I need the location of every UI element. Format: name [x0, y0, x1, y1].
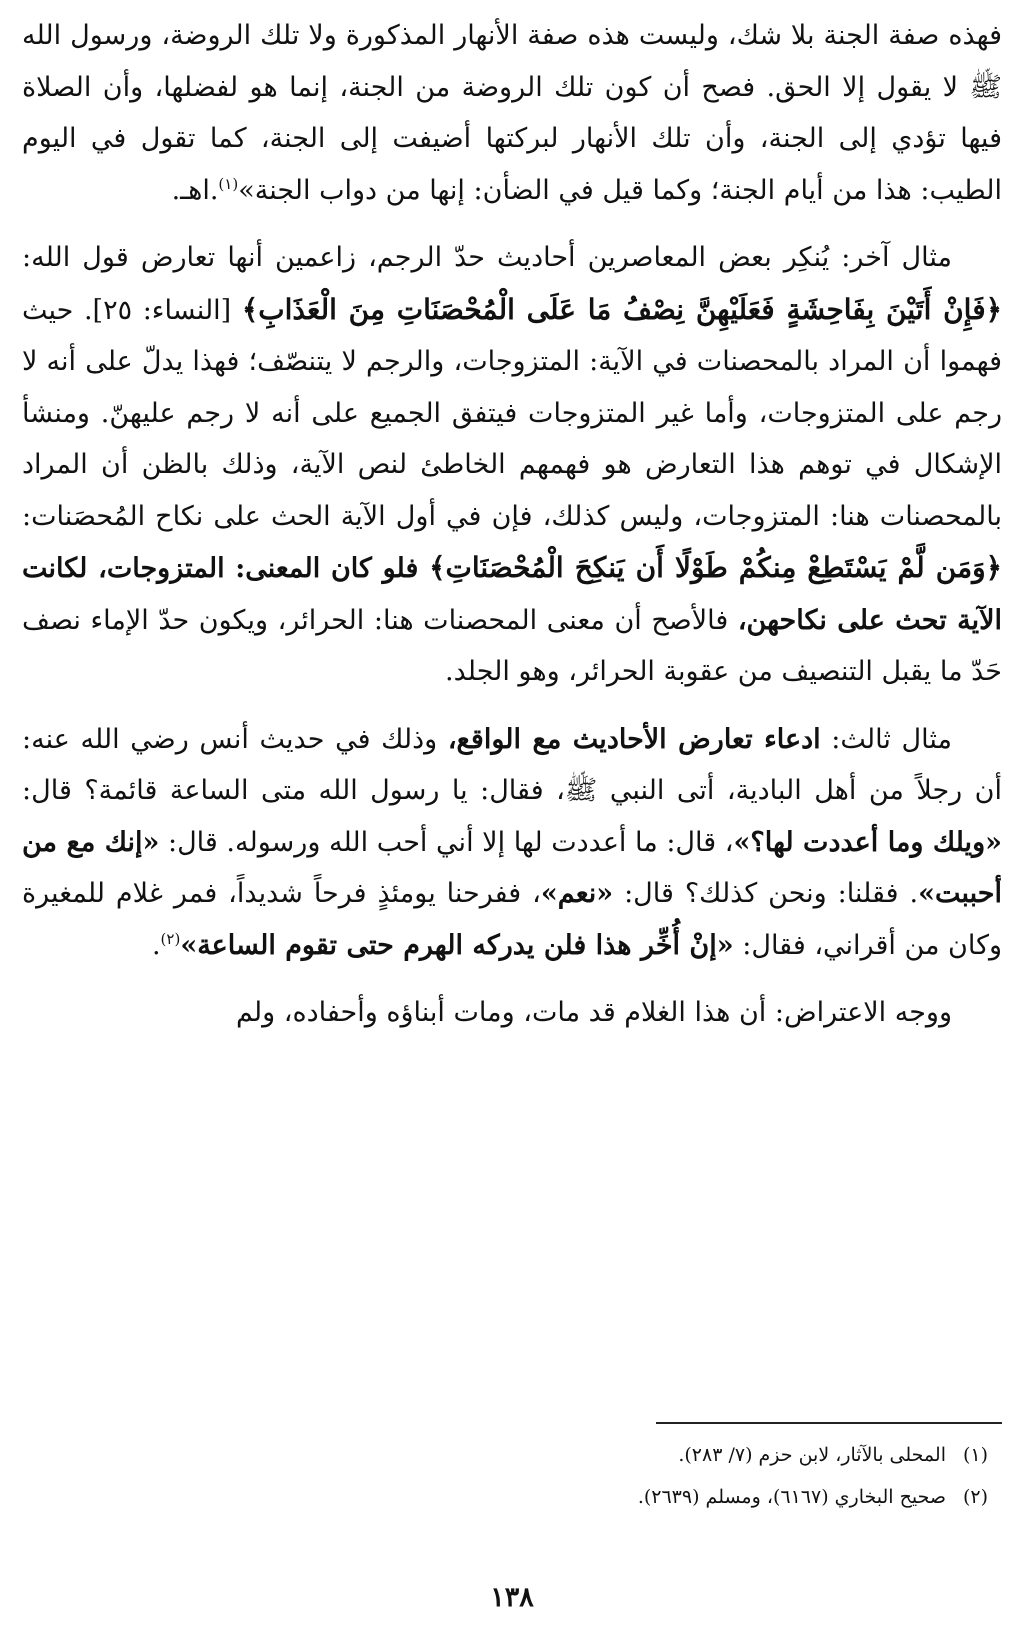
- page-number: ١٣٨: [490, 1582, 534, 1613]
- bold-text: فلو كان المعنى: المتزوجات، لكانت الآية تحث على نكاحهن،: [22, 553, 1003, 636]
- footnote-number: (٢): [962, 1486, 988, 1508]
- text-run: مثال ثالث:: [820, 723, 952, 755]
- footnote-number: (١): [962, 1444, 988, 1466]
- quran-verse: ﴿وَمَن لَّمْ يَسْتَطِعْ مِنكُمْ طَوْلًا أَن يَنكِحَ الْمُحْصَنَاتِ﴾: [429, 551, 1003, 584]
- footnote-reference: (٢): [160, 929, 181, 948]
- bold-text: «إنك مع من أحببت»: [22, 826, 1002, 909]
- text-run: فالأصح أن معنى المحصنات هنا: الحرائر، ويكون حدّ الإماء نصف حَدّ ما يقبل التنصيف من عقوبة الحرائر، وهو الجلد.: [22, 604, 1002, 687]
- bold-text: «إنْ أُخِّر هذا فلن يدركه الهرم حتى تقوم الساعة»: [180, 929, 734, 961]
- text-run: [النساء: ٢٥]. حيث فهموا أن المراد بالمحصنات في الآية: المتزوجات، والرجم لا يتنصّف؛ فهذا يدلّ على أنه لا رجم على المتزوجات، وأما غير المتزوجات فيتفق الجميع على أنه لا رجم عليهنّ. ومنشأ الإشكال في توهم هذا التعارض هو فهمهم الخاطئ لنص الآية، وذلك بالظن أن المراد بالمحصنات هنا: المتزوجات، وليس كذلك، فإن في أول الآية الحث على نكاح المُحصَنات:: [22, 294, 1002, 532]
- text-run: مثال آخر: يُنكِر بعض المعاصرين أحاديث حدّ الرجم، زاعمين أنها تعارض قول الله:: [22, 242, 952, 273]
- footnote-separator: [656, 1422, 1002, 1424]
- paragraph: [22, 714, 1002, 972]
- footnote-text: صحيح البخاري (٦١٦٧)، ومسلم (٢٦٣٩).: [637, 1486, 946, 1508]
- text-run: ووجه الاعتراض: أن هذا الغلام قد مات، ومات أبناؤه وأحفاده، ولم: [235, 997, 952, 1028]
- text-run: فهذه صفة الجنة بلا شك، وليست هذه صفة الأنهار المذكورة ولا تلك الروضة، ورسول الله ﷺ لا يقول إلا الحق. فصح أن كون تلك الروضة من الجنة، إنما هو لفضلها، وأن الصلاة فيها تؤدي إلى الجنة، وأن تلك الأنهار لبركتها أضيفت إلى الجنة، كما تقول في اليوم الطيب: هذا من أيام الجنة؛ وكما قيل في الضأن: إنها من دواب الجنة»: [22, 20, 1002, 206]
- footnotes: [48, 1434, 988, 1518]
- bold-text: «نعم»: [540, 878, 614, 909]
- footnote: [48, 1434, 988, 1476]
- text-run: ، ففرحنا يومئذٍ فرحاً شديداً، فمر غلام للمغيرة وكان من أقراني، فقال:: [22, 878, 1002, 961]
- bold-text: «ويلك وما أعددت لها؟»: [733, 826, 1002, 858]
- body-text: [22, 10, 1002, 1039]
- text-run: ، قال: ما أعددت لها إلا أني أحب الله ورسوله. قال:: [159, 826, 734, 858]
- footnote-reference: (١): [218, 174, 239, 193]
- quran-verse: ﴿فَإِنْ أَتَيْنَ بِفَاحِشَةٍ فَعَلَيْهِنَّ نِصْفُ مَا عَلَى الْمُحْصَنَاتِ مِنَ الْعَذَابِ﴾: [241, 292, 1002, 326]
- text-run: .: [151, 929, 161, 961]
- paragraph: [22, 10, 1002, 216]
- text-run: . فقلنا: ونحن كذلك؟ قال:: [613, 878, 919, 909]
- text-run: .اهـ.: [171, 174, 219, 206]
- footnote: [48, 1476, 988, 1518]
- text-run: وذلك في حديث أنس رضي الله عنه: أن رجلاً من أهل البادية، أتى النبي ﷺ، فقال: يا رسول الله متى الساعة قائمة؟ قال:: [22, 723, 1002, 806]
- bold-text: ادعاء تعارض الأحاديث مع الواقع،: [447, 723, 821, 755]
- footnote-text: المحلى بالآثار، لابن حزم (٧/ ٢٨٣).: [678, 1444, 946, 1466]
- paragraph: [22, 232, 1002, 698]
- paragraph: [22, 987, 1002, 1039]
